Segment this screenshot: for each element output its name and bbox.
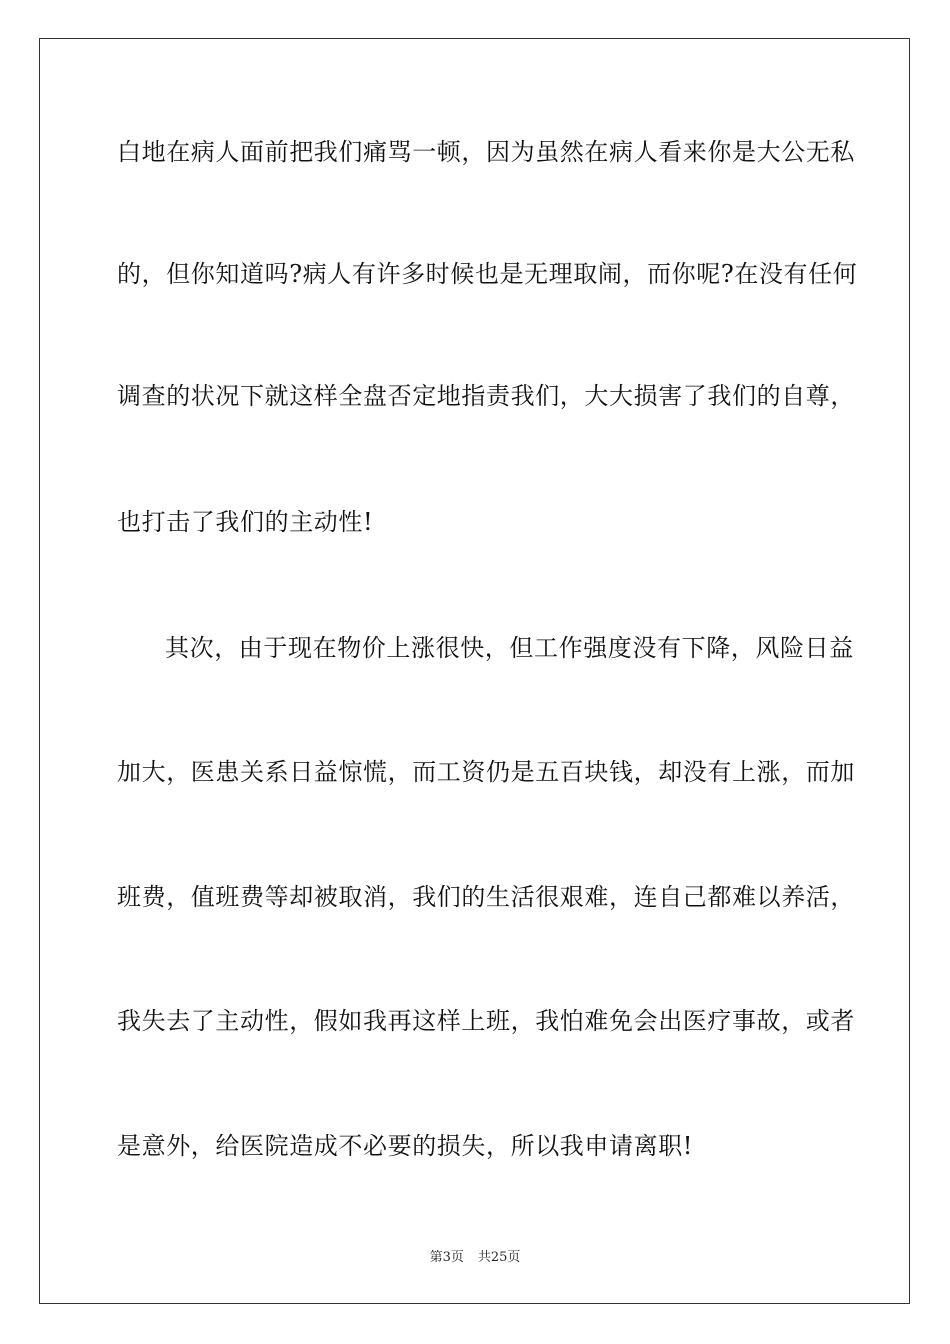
text-line: 加大，医患关系日益惊慌，而工资仍是五百块钱，却没有上涨，而加 [117,758,855,786]
text-line: 是意外，给医院造成不必要的损失，所以我申请离职! [117,1132,694,1160]
text-line: 白地在病人面前把我们痛骂一顿，因为虽然在病人看来你是大公无私 [117,138,855,166]
text-line: 我失去了主动性，假如我再这样上班，我怕难免会出医疗事故，或者 [117,1007,855,1035]
page-number: 第3页 [429,1250,464,1265]
total-pages: 共25页 [477,1250,521,1265]
text-line: 也打击了我们的主动性! [117,508,374,536]
text-line-paragraph-start: 其次，由于现在物价上涨很快，但工作强度没有下降，风险日益 [165,634,854,662]
page-footer [0,1249,950,1267]
text-line: 的，但你知道吗?病人有许多时候也是无理取闹，而你呢?在没有任何 [117,260,858,288]
text-line: 调查的状况下就这样全盘否定地指责我们，大大损害了我们的自尊， [117,382,855,410]
text-line: 班费，值班费等却被取消，我们的生活很艰难，连自己都难以养活， [117,883,855,911]
page-border [39,38,910,1304]
